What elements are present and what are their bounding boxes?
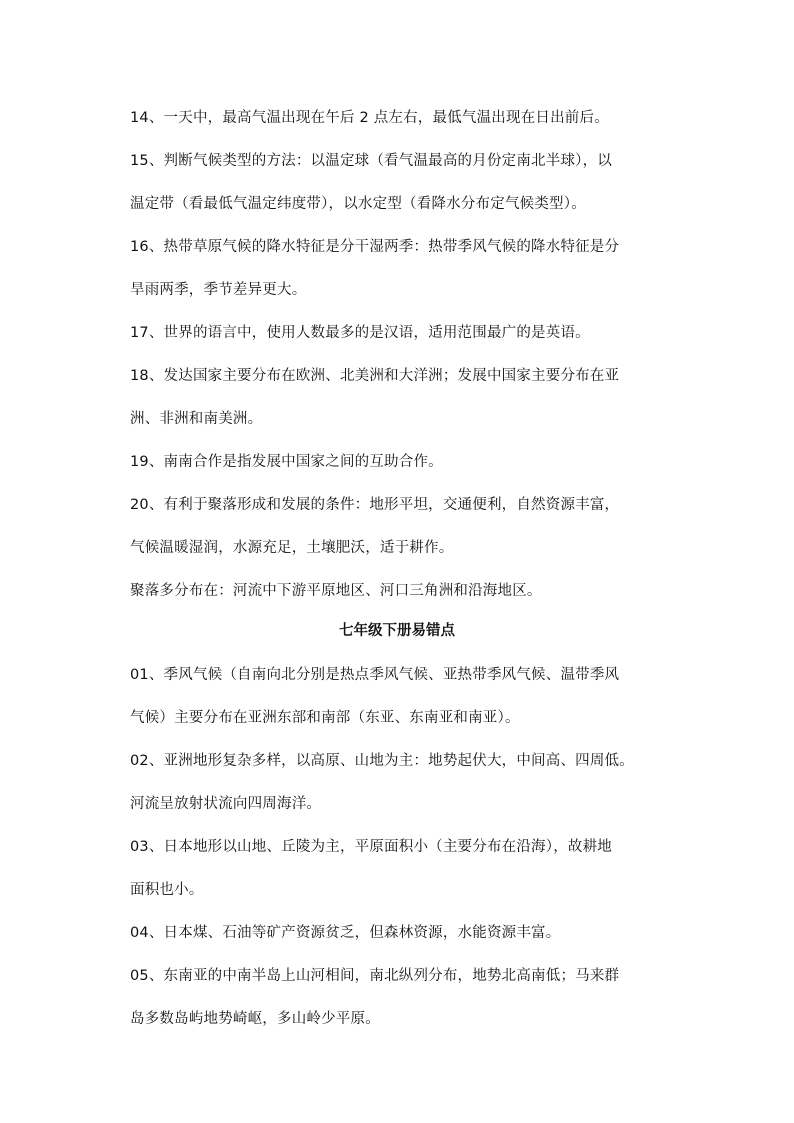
text-line: 旱雨两季，季节差异更大。 (130, 282, 307, 298)
text-line: 19、南南合作是指发展中国家之间的互助合作。 (130, 454, 443, 470)
text-line: 气候温暖湿润，水源充足，土壤肥沃，适于耕作。 (130, 540, 454, 556)
text-line: 面积也小。 (130, 882, 204, 898)
text-line: 洲、非洲和南美洲。 (130, 411, 263, 427)
text-line: 岛多数岛屿地势崎岖，多山岭少平原。 (130, 1011, 380, 1027)
text-line: 02、亚洲地形复杂多样，以高原、山地为主：地势起伏大，中间高、四周低。 (130, 753, 634, 769)
text-line: 河流呈放射状流向四周海洋。 (130, 796, 322, 812)
text-line: 温定带（看最低气温定纬度带），以水定型（看降水分布定气候类型）。 (130, 196, 586, 212)
text-line: 17、世界的语言中，使用人数最多的是汉语，适用范围最广的是英语。 (130, 325, 590, 341)
text-line: 16、热带草原气候的降水特征是分干湿两季：热带季风气候的降水特征是分 (130, 239, 620, 255)
text-line: 04、日本煤、石油等矿产资源贫乏，但森林资源，水能资源丰富。 (130, 925, 561, 941)
text-line: 14、一天中，最高气温出现在午后 2 点左右，最低气温出现在日出前后。 (130, 110, 609, 126)
text-line: 03、日本地形以山地、丘陵为主，平原面积小（主要分布在沿海），故耕地 (130, 839, 612, 855)
text-line: 01、季风气候（自南向北分别是热点季风气候、亚热带季风气候、温带季风 (130, 667, 620, 683)
text-line: 18、发达国家主要分布在欧洲、北美洲和大洋洲；发展中国家主要分布在亚 (130, 368, 620, 384)
section-heading: 七年级下册易错点 (339, 623, 455, 639)
text-line: 15、判断气候类型的方法：以温定球（看气温最高的月份定南北半球），以 (130, 153, 612, 169)
text-line: 气候）主要分布在亚洲东部和南部（东亚、东南亚和南亚）。 (130, 710, 520, 726)
text-line: 20、有利于聚落形成和发展的条件：地形平坦，交通便利，自然资源丰富， (130, 497, 620, 513)
text-line: 聚落多分布在：河流中下游平原地区、河口三角洲和沿海地区。 (130, 583, 542, 599)
text-line: 05、东南亚的中南半岛上山河相间，南北纵列分布，地势北高南低；马来群 (130, 968, 620, 984)
